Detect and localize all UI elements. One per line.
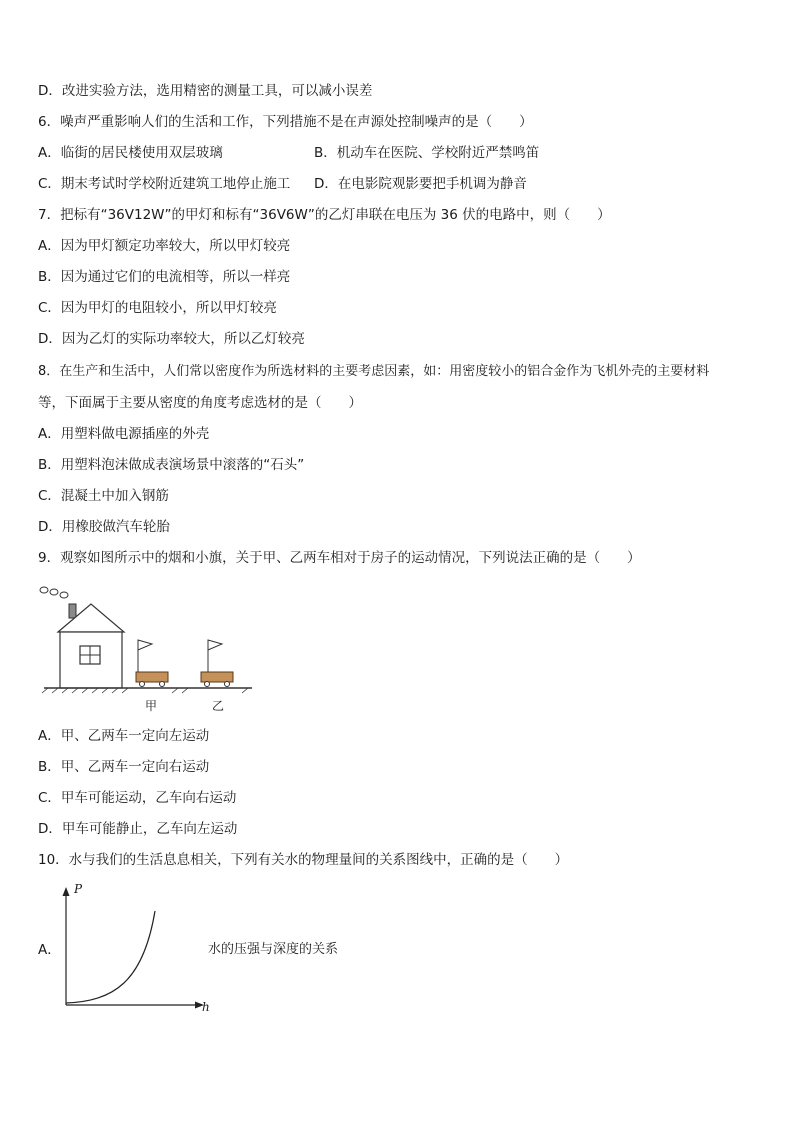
pressure-curve <box>66 911 155 1003</box>
q7-option-b: B．因为通过它们的电流相等，所以一样亮 <box>38 269 291 285</box>
q6-option-c: C．期末考试时学校附近建筑工地停止施工 <box>38 176 291 192</box>
smoke-icon <box>40 587 68 598</box>
q8-option-b: B．用塑料泡沫做成表演场景中滚落的“石头” <box>38 457 305 473</box>
q7-stem: 7．把标有“36V12W”的甲灯和标有“36V6W”的乙灯串联在电压为 36 伏的电路中，则（ ） <box>38 207 611 223</box>
label-jia: 甲 <box>145 699 158 713</box>
q9-option-a: A．甲、乙两车一定向左运动 <box>38 728 210 744</box>
q8-option-a: A．用塑料做电源插座的外壳 <box>38 426 210 442</box>
pressure-depth-graph <box>58 883 218 1015</box>
q6-option-b: B．机动车在医院、学校附近严禁鸣笛 <box>314 145 540 161</box>
q10-option-a-label: A． <box>38 942 61 958</box>
q9-option-c: C．甲车可能运动，乙车向右运动 <box>38 790 237 806</box>
q8-stem-line2: 等，下面属于主要从密度的角度考虑选材的是（ ） <box>38 395 362 411</box>
q10-stem: 10．水与我们的生活息息相关，下列有关水的物理量间的关系图线中，正确的是（ ） <box>38 852 569 868</box>
y-axis-label: P <box>74 882 83 896</box>
q7-option-a: A．因为甲灯额定功率较大，所以甲灯较亮 <box>38 238 291 254</box>
q9-figure <box>36 582 256 698</box>
q8-option-c: C．混凝土中加入钢筋 <box>38 488 169 504</box>
q8-stem-line1: 8．在生产和生活中，人们常以密度作为所选材料的主要考虑因素，如：用密度较小的铝合金作为飞机外壳的主要材料 <box>38 364 710 379</box>
car-jia <box>136 640 168 687</box>
q10-option-a-caption: 水的压强与深度的关系 <box>208 942 339 957</box>
q6-option-d: D．在电影院观影要把手机调为静音 <box>314 176 527 192</box>
q5-option-d: D．改进实验方法，选用精密的测量工具，可以减小误差 <box>38 83 373 99</box>
q9-stem: 9．观察如图所示中的烟和小旗，关于甲、乙两车相对于房子的运动情况，下列说法正确的是（ ） <box>38 550 641 566</box>
car-yi <box>201 640 233 687</box>
q8-option-d: D．用橡胶做汽车轮胎 <box>38 519 170 535</box>
house-cars-diagram <box>36 582 256 694</box>
q6-option-a: A．临街的居民楼使用双层玻璃 <box>38 145 223 161</box>
q6-stem: 6．噪声严重影响人们的生活和工作，下列措施不是在声源处控制噪声的是（ ） <box>38 114 533 130</box>
q7-option-c: C．因为甲灯的电阻较小，所以甲灯较亮 <box>38 300 277 316</box>
x-axis-label: h <box>202 1000 210 1014</box>
house-roof <box>58 604 124 632</box>
label-yi: 乙 <box>212 699 225 713</box>
q9-option-d: D．甲车可能静止，乙车向左运动 <box>38 821 238 837</box>
q9-option-b: B．甲、乙两车一定向右运动 <box>38 759 210 775</box>
q7-option-d: D．因为乙灯的实际功率较大，所以乙灯较亮 <box>38 331 305 347</box>
q10-graph-a <box>58 883 218 1019</box>
